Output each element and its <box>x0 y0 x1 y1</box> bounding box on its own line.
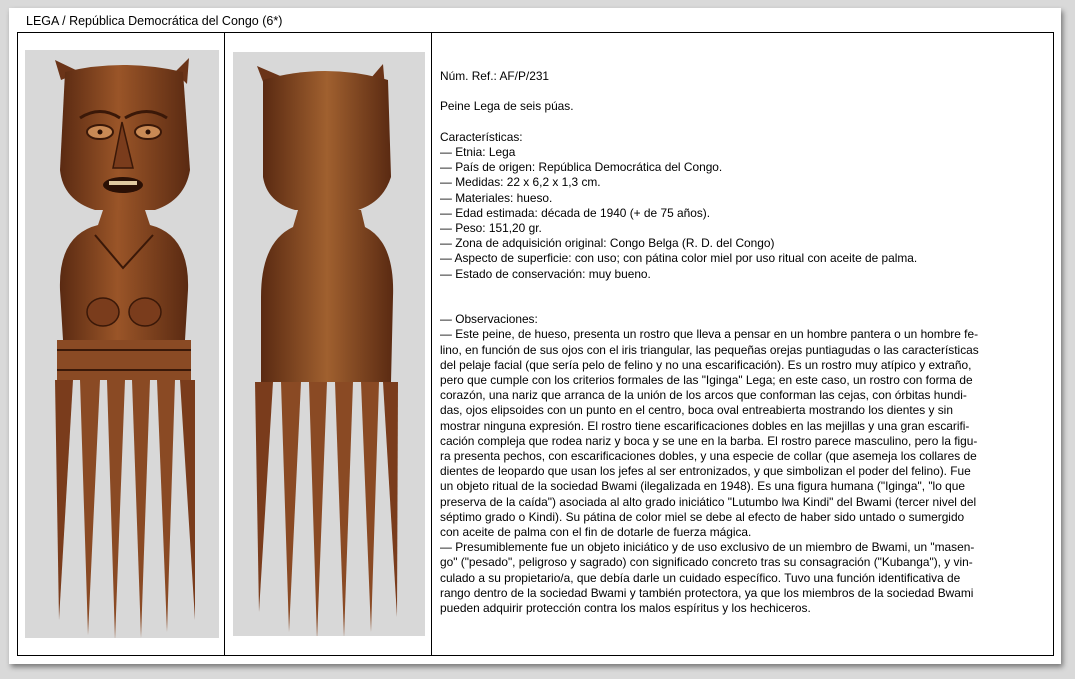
column-divider <box>431 33 432 655</box>
observation-line: culado a su propietario/a, que debía darle un cuidado específico. Tuvo una función identificativa de <box>440 570 961 585</box>
reference-number: Núm. Ref.: AF/P/231 <box>440 69 550 83</box>
feature-condition: — Estado de conservación: muy bueno. <box>440 266 651 281</box>
feature-measures: — Medidas: 22 x 6,2 x 1,3 cm. <box>440 175 601 190</box>
observation-line: séptimo grado o Kindi). Su pátina de color miel se debe al efecto de haber sido untado o sumergido <box>440 509 965 524</box>
observation-line: con aceite de palma con el fin de dotarle de fuerza mágica. <box>440 525 752 540</box>
observation-line: go" ("pesado", peligroso y sagrado) con significado concreto tras su consagración ("Kubanga"), y vin- <box>440 555 973 570</box>
observation-line: un objeto ritual de la sociedad Bwami (ilegalizada en 1948). Es una figura humana ("Iginga", "lo que <box>440 479 965 494</box>
observation-line: cación compleja que rodea nariz y boca y se une en la barba. El rostro parece masculino, pero la figu- <box>440 433 978 448</box>
observation-line: pueden adquirir protección contra los malos espíritus y los hechiceros. <box>440 601 811 616</box>
observation-line: — Este peine, de hueso, presenta un rostro que lleva a pensar en un hombre pantera o un hombre fe- <box>440 327 979 342</box>
observation-line: — Presumiblemente fue un objeto iniciático y de uso exclusivo de un miembro de Bwami, un "masen- <box>440 540 975 555</box>
column-divider <box>224 33 225 655</box>
comb-back-photo <box>233 52 425 636</box>
observation-line: rango dentro de la sociedad Bwami y también protectora, ya que los miembros de la sociedad Bwami <box>440 585 974 600</box>
object-description <box>440 69 1044 616</box>
feature-age: — Edad estimada: década de 1940 (+ de 75 años). <box>440 205 711 220</box>
observation-line: das, ojos elipsoides con un punto en el centro, boca oval entreabierta mostrando los dientes y sin <box>440 403 953 418</box>
feature-weight: — Peso: 151,20 gr. <box>440 221 542 235</box>
observation-line: ra presenta pechos, con escarificaciones dobles, y una especie de collar (que asemeja los collares de <box>440 449 977 464</box>
feature-country: — País de origen: República Democrática del Congo. <box>440 160 723 175</box>
comb-front-photo <box>25 50 219 638</box>
feature-surface: — Aspecto de superficie: con uso; con pátina color miel por uso ritual con aceite de palma. <box>440 251 918 266</box>
observation-line: mostrar ninguna expresión. El rostro tiene escarificaciones dobles en las mejillas y una gran escarifi- <box>440 418 970 433</box>
observation-line: pero que cumple con los criterios formales de las "Iginga" Lega; en este caso, un rostro con forma de <box>440 373 973 388</box>
catalog-table <box>17 32 1054 656</box>
feature-materials: — Materiales: hueso. <box>440 190 553 205</box>
object-title: Peine Lega de seis púas. <box>440 99 574 114</box>
feature-origin-zone: — Zona de adquisición original: Congo Belga (R. D. del Congo) <box>440 236 775 251</box>
observation-line: corazón, una nariz que arranca de la unión de los arcos que conforman las cejas, con órbitas hundi- <box>440 388 967 403</box>
observation-line: preserva de la caída") asociada al alto grado iniciático "Lutumbo lwa Kindi" del Bwami (tercer nivel del <box>440 494 977 509</box>
features-heading: Características: <box>440 129 523 144</box>
observation-line: dientes de leopardo que usan los jefes al ser entronizados, y que simbolizan el poder del felino). Fue <box>440 464 971 479</box>
observations-heading: — Observaciones: <box>440 312 538 327</box>
feature-ethnicity: — Etnia: Lega <box>440 144 516 159</box>
document-heading: LEGA / República Democrática del Congo (6*) <box>26 14 283 28</box>
observation-line: del pelaje facial (que sería pelo de felino y no una escarificación). Es un rostro muy atípico y extraño, <box>440 357 972 372</box>
observation-line: lino, en función de sus ojos con el iris triangular, las pequeñas orejas puntiagudas o las características <box>440 342 979 357</box>
